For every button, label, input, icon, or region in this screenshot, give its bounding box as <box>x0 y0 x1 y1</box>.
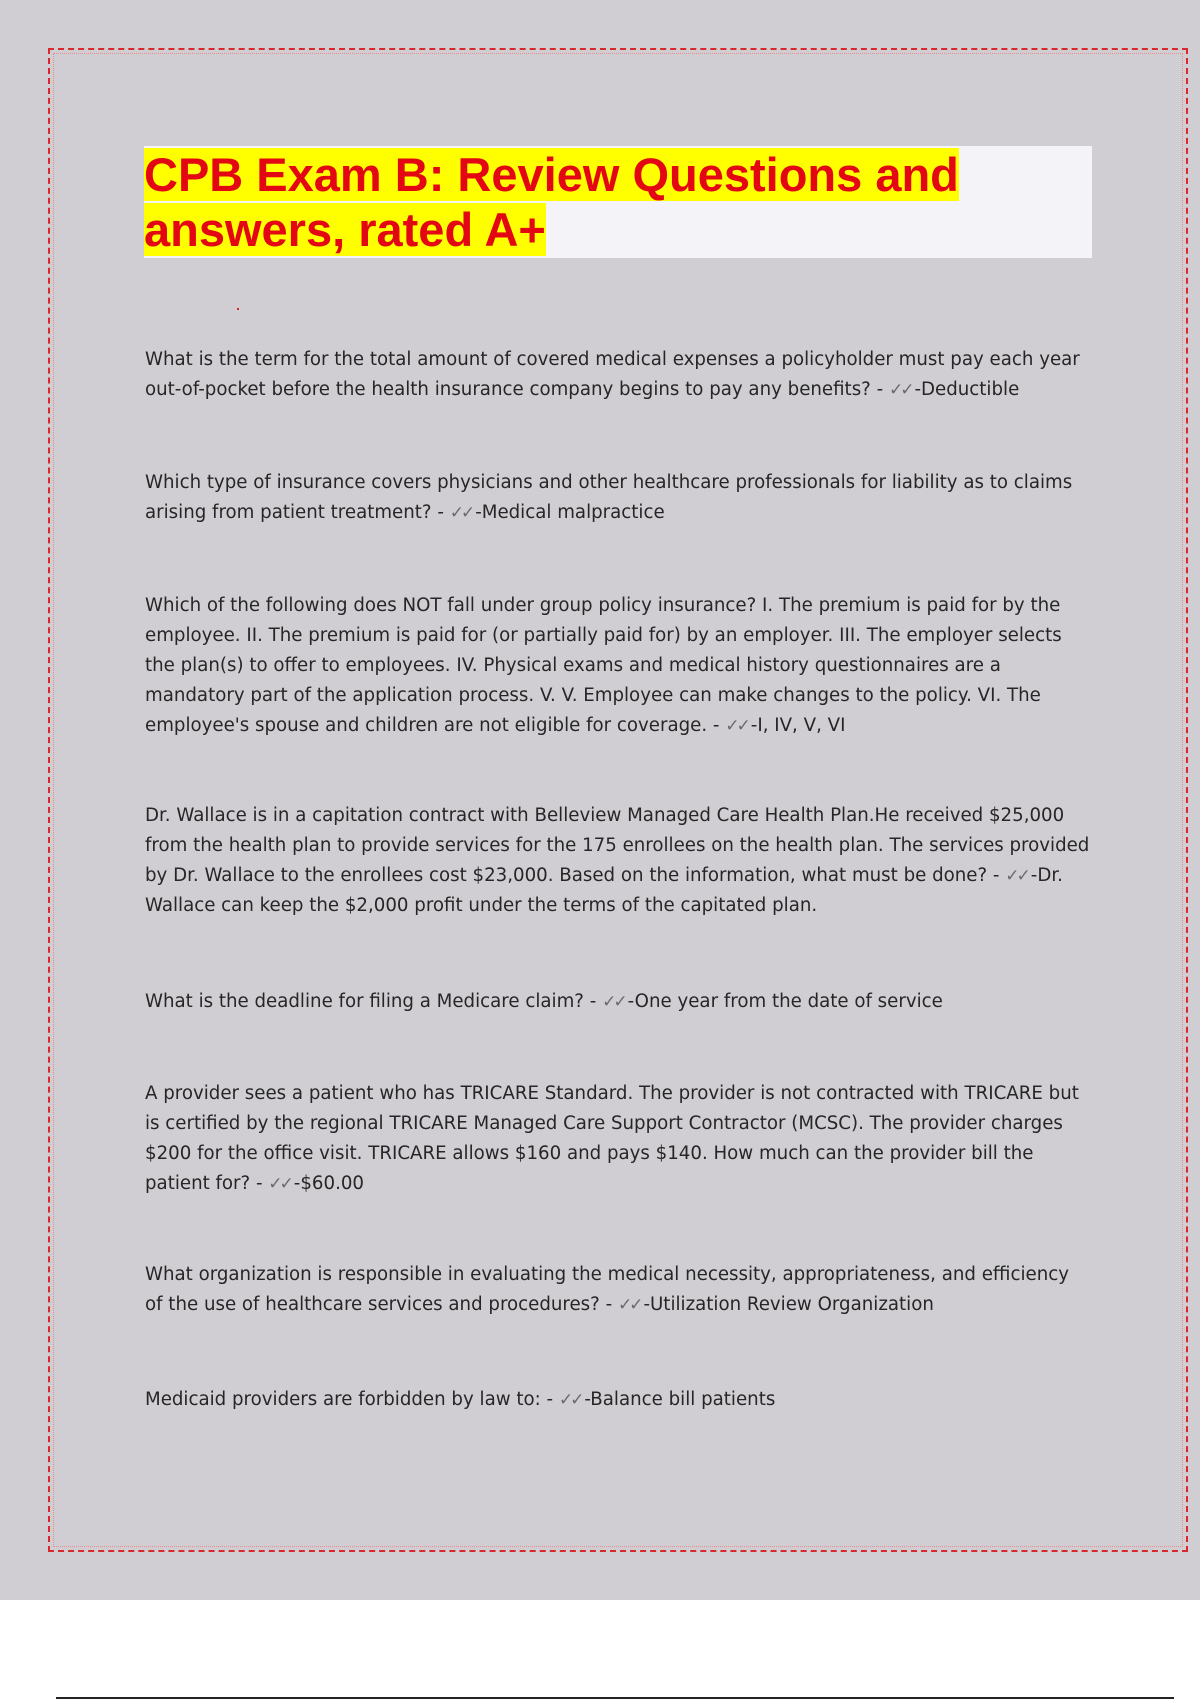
answer-text: -Medical malpractice <box>475 502 665 523</box>
qa-item-1 <box>145 345 1090 405</box>
qa-item-8 <box>145 1385 1090 1415</box>
double-check-icon: ✓✓ <box>1005 866 1028 886</box>
question-text: Dr. Wallace is in a capitation contract with Belleview Managed Care Health Plan.He received $25,000 from the health plan to provide services for the 175 enrollees on the health plan. The services provided by Dr. Wallace to the enrollees cost $23,000. Based on the information, what must be done? - <box>145 805 1090 886</box>
double-check-icon: ✓✓ <box>602 992 625 1012</box>
stray-mark <box>237 308 239 310</box>
page-border-inner <box>53 53 1183 1547</box>
question-text: A provider sees a patient who has TRICARE Standard. The provider is not contracted with TRICARE but is certified by the regional TRICARE Managed Care Support Contractor (MCSC). The provider charges $200 for the office visit. TRICARE allows $160 and pays $140. How much can the provider bill the patient for? - <box>145 1083 1079 1194</box>
double-check-icon: ✓✓ <box>888 380 912 400</box>
qa-item-2 <box>145 468 1090 528</box>
qa-item-3 <box>145 591 1090 741</box>
question-text: What organization is responsible in evaluating the medical necessity, appropriateness, and efficiency of the use of healthcare services and procedures? - <box>145 1264 1070 1315</box>
title-line-1: CPB Exam B: Review Questions and <box>144 148 959 201</box>
answer-text: -Deductible <box>914 379 1020 400</box>
qa-item-4 <box>145 801 1090 921</box>
answer-text: -Balance bill patients <box>584 1389 776 1410</box>
answer-text: -One year from the date of service <box>627 991 943 1012</box>
page-border <box>48 48 1188 1552</box>
title-line-2: answers, rated A+ <box>144 203 546 256</box>
document-title <box>144 146 1092 257</box>
footer-divider <box>56 1697 1174 1699</box>
double-check-icon: ✓✓ <box>449 503 473 523</box>
question-text: What is the deadline for filing a Medicare claim? - <box>145 991 603 1012</box>
qa-item-5 <box>145 987 1090 1017</box>
answer-text: -Dr. Wallace can keep the $2,000 profit under the terms of the capitated plan. <box>145 865 1063 916</box>
double-check-icon: ✓✓ <box>268 1174 291 1194</box>
qa-item-7 <box>145 1260 1090 1320</box>
double-check-icon: ✓✓ <box>617 1295 641 1315</box>
question-text: What is the term for the total amount of covered medical expenses a policyholder must pay each year out-of-pocket before the health insurance company begins to pay any benefits? - <box>145 349 1080 400</box>
question-text: Which type of insurance covers physicians and other healthcare professionals for liability as to claims arising from patient treatment? - <box>145 472 1073 523</box>
double-check-icon: ✓✓ <box>558 1390 582 1410</box>
question-text: Which of the following does NOT fall under group policy insurance? I. The premium is paid for by the employee. II. The premium is paid for (or partially paid for) by an employer. III. The employer selects the plan(s) to offer to employees. IV. Physical exams and medical history questionnaires are a mandatory part of the application process. V. V. Employee can make changes to the policy. VI. The employee's spouse and children are not eligible for coverage. - <box>145 595 1062 736</box>
answer-text: -I, IV, V, VI <box>750 715 846 736</box>
double-check-icon: ✓✓ <box>725 716 748 736</box>
question-text: Medicaid providers are forbidden by law to: - <box>145 1389 559 1410</box>
title-block <box>144 146 1092 258</box>
answer-text: -$60.00 <box>293 1173 364 1194</box>
answer-text: -Utilization Review Organization <box>643 1294 934 1315</box>
qa-item-6 <box>145 1079 1090 1199</box>
